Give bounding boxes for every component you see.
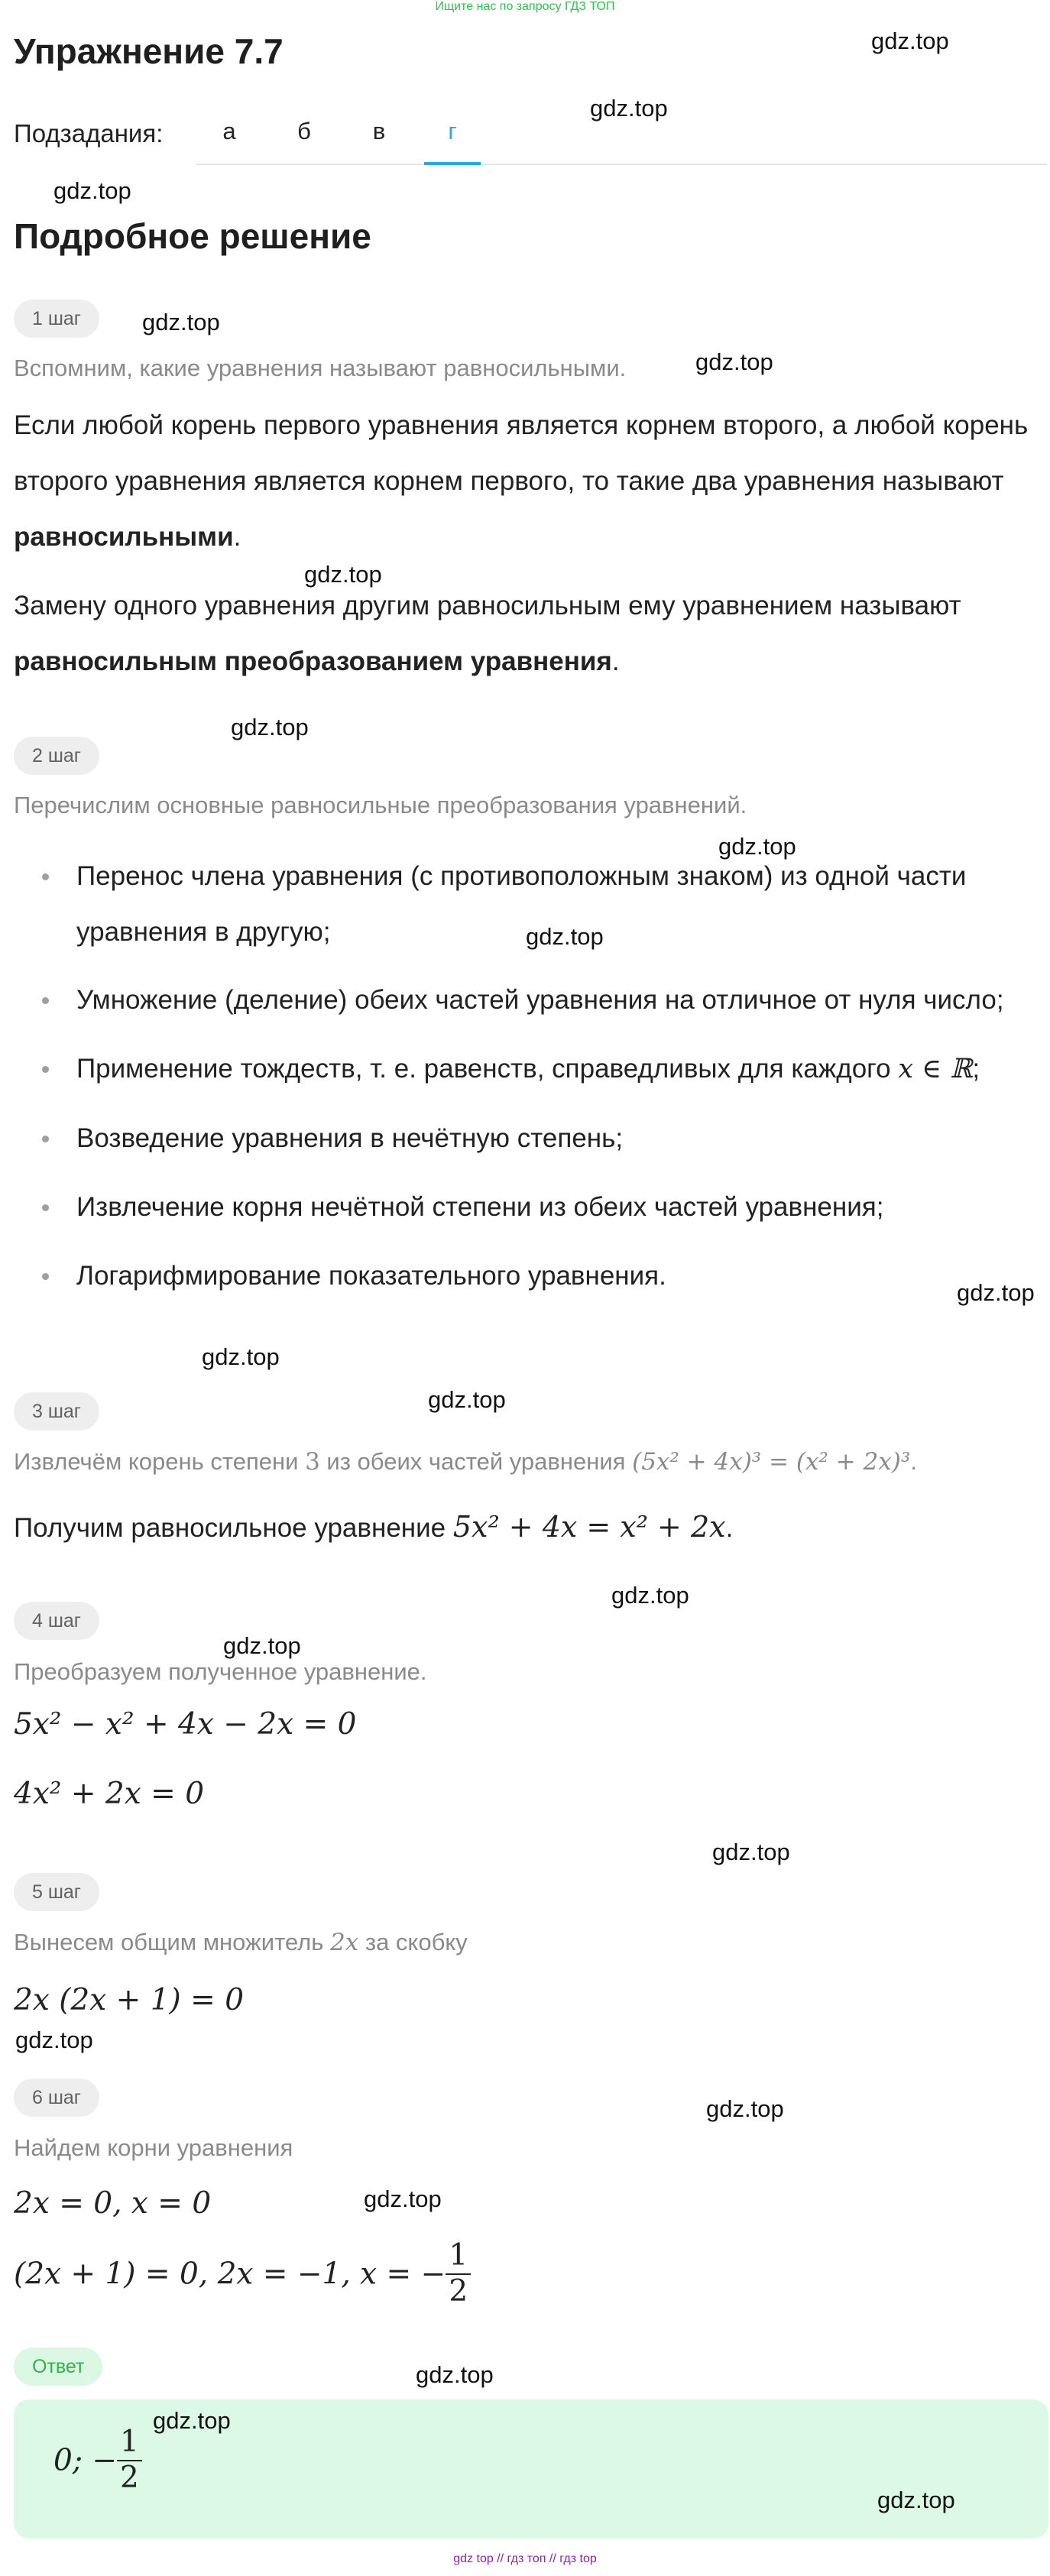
watermark: gdz.top [202,1343,280,1370]
step-6-badge: 6 шаг [14,2079,99,2117]
tab-g[interactable]: г [424,118,481,145]
step-1-paragraph-2 [14,578,1038,689]
step-3-text: Получим равносильное уравнение [14,1513,453,1543]
tab-v[interactable]: в [372,118,386,144]
step-6-frac-num: 1 [446,2239,471,2275]
step-5-hint [14,1929,468,1956]
step-3-badge: 3 шаг [14,1392,99,1431]
answer-frac-den: 2 [120,2460,139,2495]
watermark: gdz.top [231,714,309,740]
watermark: gdz.top [416,2361,494,2388]
step-3-hint-end: . [910,1448,917,1475]
list-item-math: x ∈ ℝ [898,1054,973,1084]
answer-fraction [117,2425,142,2496]
step-1-p1-text: Если любой корень первого уравнения является корнем второго, а любой корень второго уравнения является корнем первого, то такие два уравнения называют [14,410,1029,496]
step-6-frac-den: 2 [449,2273,468,2309]
watermark: gdz.top [304,561,382,588]
subtasks-bar [14,107,1047,167]
list-item-end: ; [972,1054,980,1084]
step-3-hint-pre: Извлечём корень степени [14,1448,306,1475]
watermark: gdz.top [712,1839,790,1865]
step-3-text-end: . [725,1513,734,1543]
watermark: gdz.top [15,2027,93,2053]
step-6-equation-1: 2x = 0, x = 0 [14,2186,212,2221]
answer-text: 0; − [53,2443,118,2478]
watermark: gdz.top [364,2186,442,2212]
watermark: gdz.top [53,177,131,204]
watermark: gdz.top [611,1582,689,1609]
footer: gdz top // гдз топ // гдз top [453,2552,597,2565]
step-3-hint [14,1448,917,1476]
step-1-p1-bold: равносильными [14,522,234,552]
step-4-equation-1: 5x² − x² + 4x − 2x = 0 [14,1707,357,1742]
step-5-hint-math: 2x [330,1929,359,1956]
watermark: gdz.top [526,923,604,950]
step-6-hint: Найдем корни уравнения [14,2134,293,2161]
step-1-paragraph-1 [14,397,1038,565]
step-3-result [14,1499,1038,1556]
step-6-equation-2 [14,2239,471,2309]
step-3-hint-mid: из обеих частей уравнения [319,1448,633,1475]
watermark: gdz.top [957,1279,1035,1306]
list-item: Перенос члена уравнения (с противоположным знаком) из одной части уравнения в другую; [76,848,1041,960]
watermark: gdz.top [877,2487,955,2513]
step-1-hint: Вспомним, какие уравнения называют равносильными. [14,355,627,381]
list-item-text: Применение тождеств, т. е. равенств, справедливых для каждого [76,1054,899,1084]
step-3-hint-equation: (5x² + 4x)³ = (x² + 2x)³ [632,1448,911,1476]
step-4-badge: 4 шаг [14,1602,99,1640]
watermark: gdz.top [871,28,949,54]
step-1-p2-text: Замену одного уравнения другим равносильным ему уравнением называют [14,591,961,621]
step-3-equation: 5x² + 4x = x² + 2x [452,1510,726,1544]
step-1-p2-end: . [611,646,620,676]
step-5-hint-pre: Вынесем общим множитель [14,1929,331,1955]
subtasks-label: Подзадания: [14,119,164,147]
step-1-badge: 1 шаг [14,300,99,338]
section-title: Подробное решение [14,216,371,256]
watermark: gdz.top [428,1386,506,1413]
answer-badge: Ответ [14,2348,102,2386]
step-4-equation-2: 4x² + 2x = 0 [14,1777,205,1811]
step-2-badge: 2 шаг [14,737,99,775]
step-4-hint: Преобразуем полученное уравнение. [14,1658,427,1685]
list-item: Извлечение корня нечётной степени из обеих частей уравнения; [76,1179,1041,1235]
step-3-hint-degree: 3 [305,1448,320,1476]
tabs-divider [196,164,1047,165]
watermark: gdz.top [153,2407,231,2434]
step-6-eq2-text: (2x + 1) = 0, 2x = −1, x = − [14,2257,446,2292]
watermark: gdz.top [695,348,773,375]
watermark: gdz.top [142,309,220,335]
answer-frac-num: 1 [117,2425,142,2461]
tab-a[interactable]: а [222,118,236,144]
step-5-badge: 5 шаг [14,1873,99,1911]
top-banner: Ищите нас по запросу ГДЗ ТОП [435,0,615,13]
step-5-hint-end: за скобку [358,1929,468,1955]
list-item: Логарифмирование показательного уравнения. [76,1248,1041,1304]
step-2-hint: Перечислим основные равносильные преобразования уравнений. [14,792,747,818]
step-1-p2-bold: равносильным преобразованием уравнения [14,646,612,676]
watermark: gdz.top [223,1632,301,1659]
watermark: gdz.top [706,2095,784,2122]
watermark: gdz.top [590,95,668,122]
answer-value [53,2425,142,2496]
watermark: gdz.top [718,833,796,860]
list-item: Умножение (деление) обеих частей уравнения на отличное от нуля число; [76,972,1041,1028]
tab-b[interactable]: б [297,118,311,144]
step-5-equation: 2x (2x + 1) = 0 [14,1983,245,2017]
list-item: Возведение уравнения в нечётную степень; [76,1110,1041,1166]
list-item [76,1041,1041,1097]
step-6-fraction [446,2239,471,2309]
page-title: Упражнение 7.7 [14,31,284,71]
step-1-p1-end: . [233,522,241,552]
